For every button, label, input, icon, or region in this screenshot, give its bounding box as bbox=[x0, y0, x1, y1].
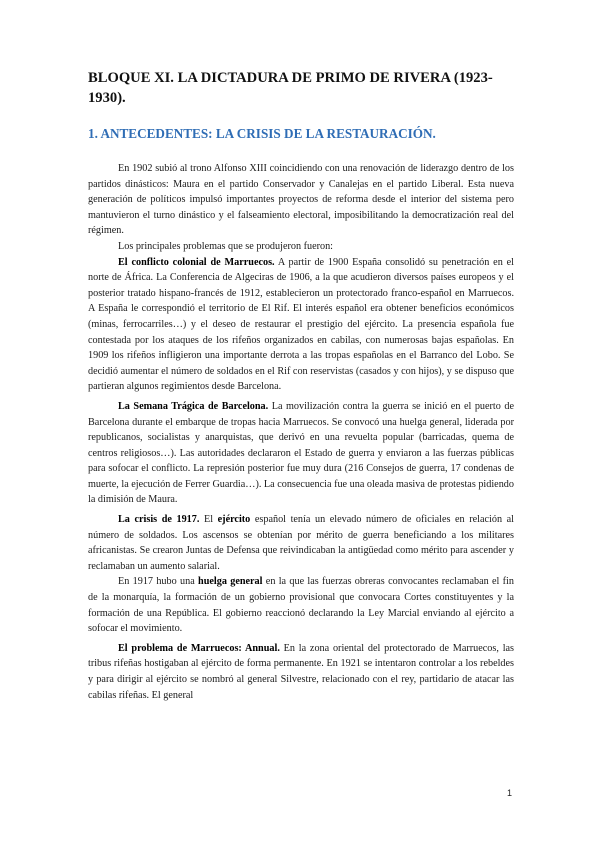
text-marruecos: A partir de 1900 España consolidó su penetración en el norte de África. La Conferencia de Algeciras de 1906, a la que acudieron diversos países europeos y el posterior tratado hispano-francés de 1912, establecieron un protectorado franco-español en Marruecos. A España le correspondió el territorio de El Rif. El interés español era obtener beneficios económicos (minas, ferrocarriles…) y el deseo de restaurar el prestigio del ejército. La presencia española fue contestada por los ataques de los rifeños organizados en cabilas, con numerosas bajas españolas. En 1909 los rifeños infligieron una importante derrota a las tropas españolas en el Barranco del Lobo. Se decidió aumentar el número de soldados en el Rif con reservistas (casados y con hijos), y se dispuso que partieran algunos regimientos desde Barcelona. bbox=[88, 256, 515, 393]
problems-intro: Los principales problemas que se produjeron fueron: bbox=[118, 240, 334, 252]
page-number: 1 bbox=[507, 788, 513, 798]
lead-annual: El problema de Marruecos: Annual. bbox=[118, 642, 280, 654]
lead-marruecos: El conflicto colonial de Marruecos. bbox=[118, 256, 275, 268]
section-heading: 1. ANTECEDENTES: LA CRISIS DE LA RESTAURACIÓN. bbox=[88, 126, 436, 141]
paragraph-semana-tragica bbox=[88, 399, 514, 508]
paragraph-huelga bbox=[88, 574, 514, 636]
text-crisis-1917: español tenía un elevado número de oficiales en relación al número de soldados. Los ascensos se obtenían por mérito de guerra beneficiando a los militares africanistas. Se crearon Juntas de Defensa que reivindicaban la antigüedad como mérito para ascender y reclamaban un aumento salarial. bbox=[88, 514, 514, 572]
text-huelga: en la que las fuerzas obreras convocantes reclamaban el fin de la monarquía, la formación de un gobierno provisional que convocara Cortes constituyentes y la formación de una República. El gobierno reaccionó declarando la Ley Marcial enviando al ejército a sofocar el movimiento. bbox=[88, 576, 514, 635]
document-title: BLOQUE XI. LA DICTADURA DE PRIMO DE RIVERA (1923-1930). bbox=[88, 70, 493, 106]
bold-huelga: huelga general bbox=[198, 576, 263, 588]
lead-crisis-1917: La crisis de 1917. bbox=[118, 514, 200, 526]
paragraph-annual bbox=[88, 641, 514, 703]
intro-paragraph: En 1902 subió al trono Alfonso XIII coincidiendo con una renovación de liderazgo dentro de los partidos dinásticos: Maura en el partido Conservador y Canalejas en el partido Liberal. Esta nueva generación de políticos impulsó importantes proyectos de reforma desde el interior del sistema pero mantuvieron el turno dinástico y el falseamiento electoral, imposibilitando la democratización real del régimen. bbox=[88, 163, 514, 237]
document-page bbox=[88, 68, 514, 703]
paragraph-crisis-1917 bbox=[88, 512, 514, 574]
lead-semana-tragica: La Semana Trágica de Barcelona. bbox=[118, 400, 269, 412]
bold-ejercito: ejército bbox=[217, 514, 251, 526]
pre-huelga: En 1917 hubo una bbox=[118, 576, 199, 588]
text-annual: En la zona oriental del protectorado de Marruecos, las tribus rifeñas hostigaban al ejército de forma permanente. En 1921 se intentaron controlar a los rebeldes y para dirigir al ejército se nombró al general Silvestre, relacionado con el rey, partidario de atacar las cabilas rifeñas. El general bbox=[88, 642, 515, 701]
text-semana-tragica: La movilización contra la guerra se inició en el puerto de Barcelona durante el embarque de tropas hacia Marruecos. Se convocó una huelga general, liderada por republicanos, socialistas y anarquistas, que derivó en una revuelta popular (barricadas, quema de centros religiosos…). Las autoridades declararon el Estado de guerra y enviaron a las fuerzas públicas para sofocar el conflicto. La represión posterior fue muy dura (216 Consejos de guerra, 17 condenas de muerte, la ejecución de Ferrer Guardia…). La consecuencia fue una oleada masiva de protestas pidiendo la dimisión de Maura. bbox=[88, 400, 514, 506]
pre-ejercito: El bbox=[199, 514, 218, 526]
paragraph-marruecos bbox=[88, 255, 514, 395]
